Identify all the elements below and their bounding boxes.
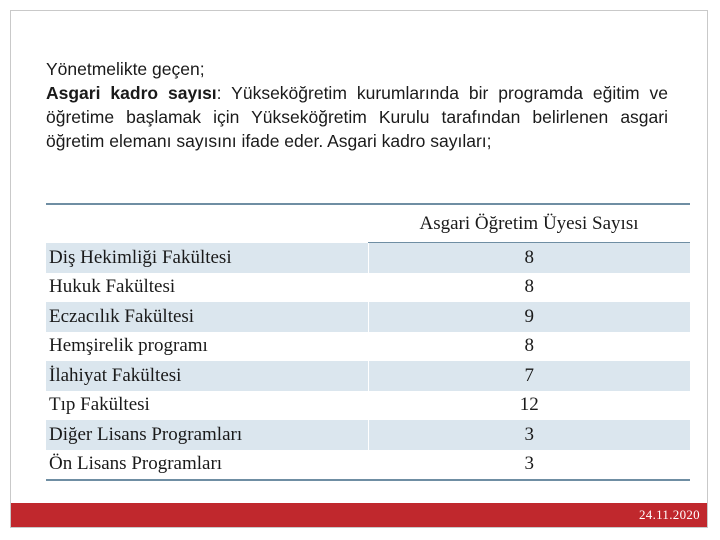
table-row [46, 273, 690, 303]
program-name: Eczacılık Fakültesi [49, 305, 195, 327]
definition-term: Asgari kadro sayısı [46, 83, 217, 103]
staff-table [46, 203, 690, 481]
table-row [46, 420, 690, 450]
program-name: Hemşirelik programı [49, 335, 208, 357]
staff-count: 7 [368, 361, 691, 391]
table-bottom-rule [46, 479, 690, 481]
staff-count: 8 [368, 243, 691, 273]
program-name: Diğer Lisans Programları [49, 423, 243, 445]
table-row [46, 302, 690, 332]
staff-count: 8 [368, 273, 691, 303]
program-name: Tıp Fakültesi [49, 394, 150, 416]
program-name: Hukuk Fakültesi [49, 276, 176, 298]
staff-count: 9 [368, 302, 691, 332]
header-col-count: Asgari Öğretim Üyesi Sayısı [419, 212, 639, 234]
staff-count: 3 [368, 450, 691, 480]
table-row [46, 332, 690, 362]
table-row [46, 391, 690, 421]
intro-line: Yönetmelikte geçen; [46, 59, 205, 79]
staff-count: 3 [368, 420, 691, 450]
staff-count: 8 [368, 332, 691, 362]
footer-date: 24.11.2020 [638, 507, 700, 522]
definition-paragraph [46, 81, 668, 153]
program-name: Diş Hekimliği Fakültesi [49, 246, 232, 268]
table-header [46, 205, 690, 242]
footer-bar [11, 503, 707, 527]
staff-count: 12 [368, 391, 691, 421]
definition-body: : Yükseköğretim kurumlarında bir programda eğitim ve öğretime başlamak için Yükseköğretim Kurulu tarafından belirlenen asgari öğretim elemanı sayısını ifade eder. Asgari kadro sayıları; [46, 83, 668, 151]
table-row [46, 361, 690, 391]
program-name: İlahiyat Fakültesi [49, 364, 182, 386]
table-row [46, 243, 690, 273]
intro-text [46, 57, 668, 153]
program-name: Ön Lisans Programları [49, 453, 223, 475]
table-row [46, 450, 690, 480]
